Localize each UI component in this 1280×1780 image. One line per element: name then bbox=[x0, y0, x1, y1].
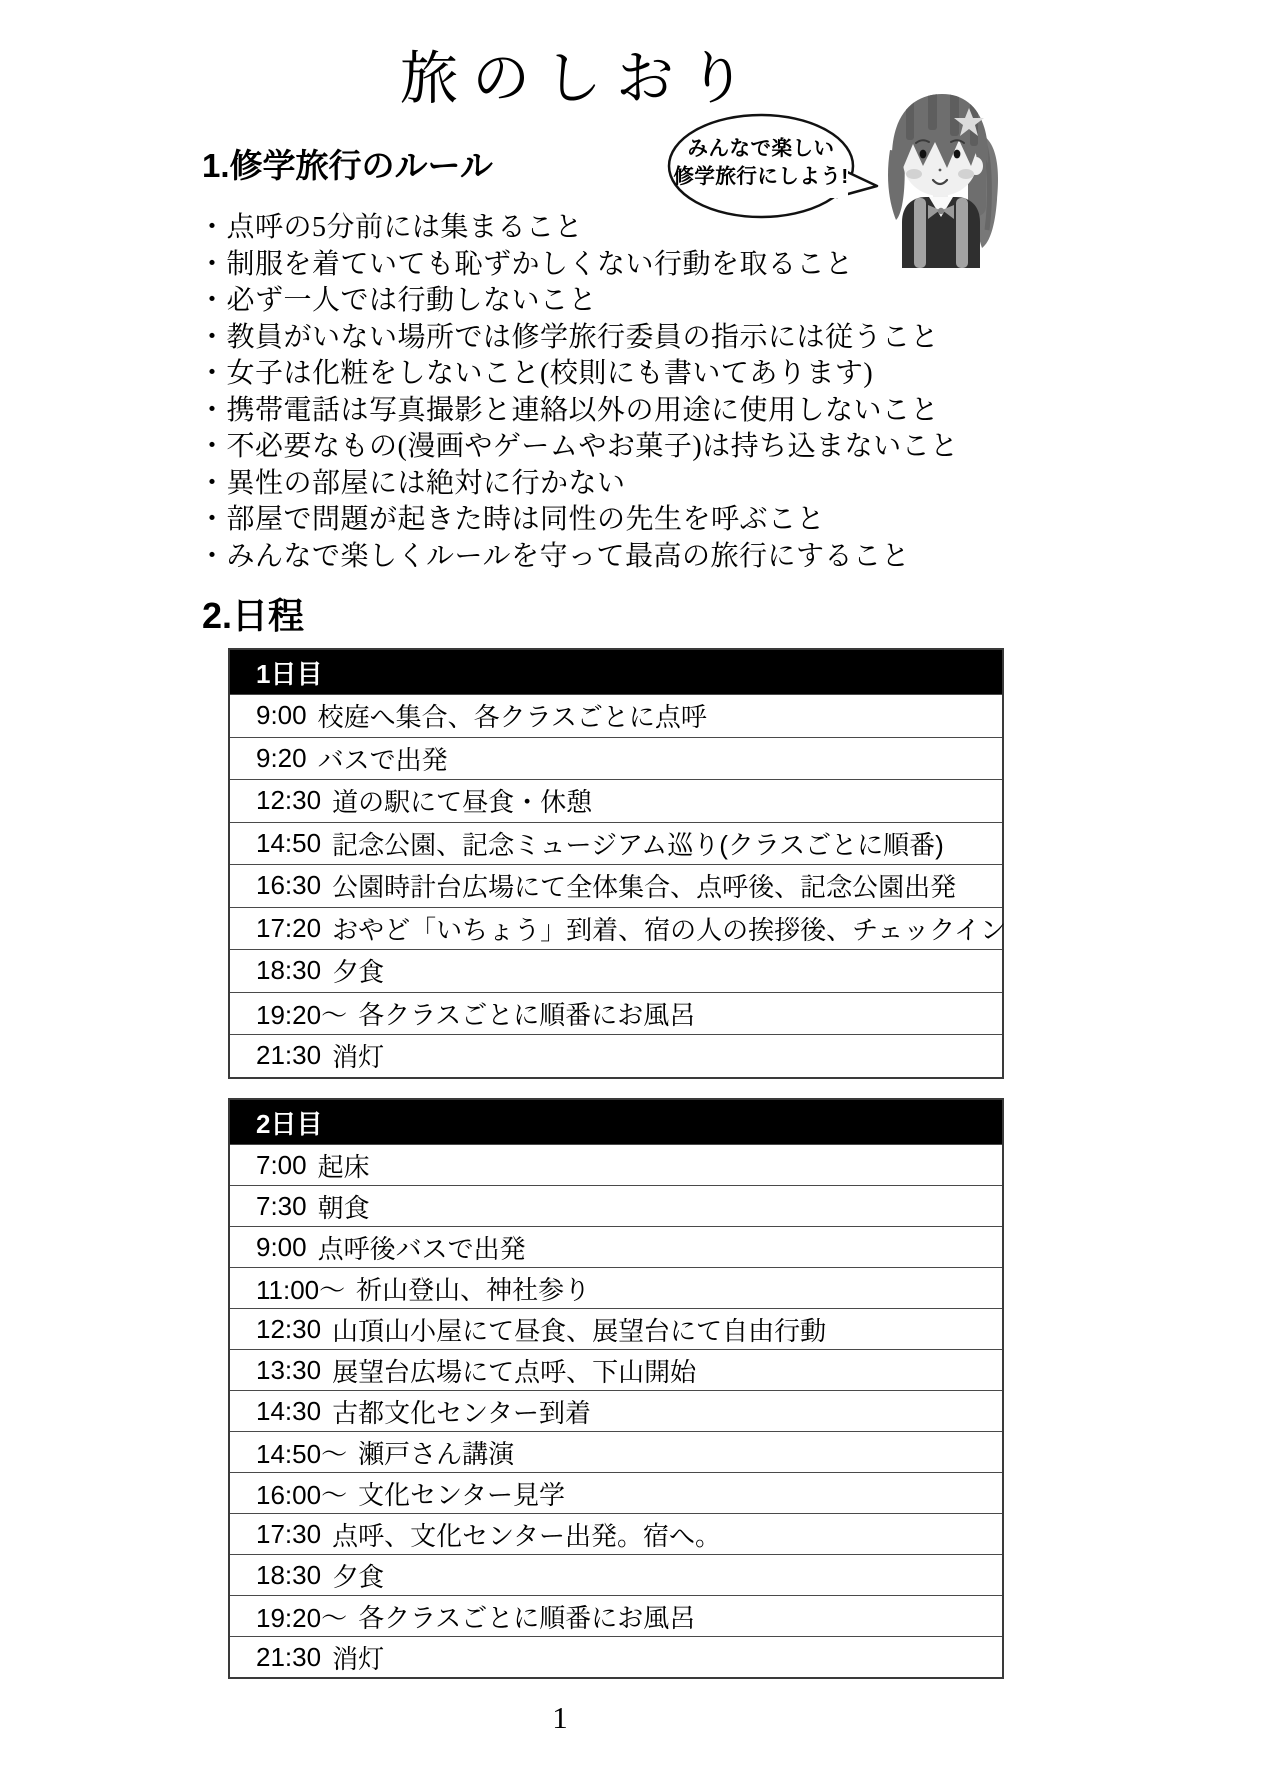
schedule-event: 夕食 bbox=[332, 1561, 385, 1592]
rule-item: ・制服を着ていても恥ずかしくない行動を取ること bbox=[198, 248, 854, 280]
schedule-time: 11:00〜 bbox=[256, 1274, 346, 1305]
day-header: 2日目 bbox=[230, 1100, 1002, 1144]
schedule-event: 祈山登山、神社参り bbox=[356, 1274, 591, 1305]
schedule-time: 9:00 bbox=[256, 1231, 307, 1262]
schedule-event: 山頂山小屋にて昼食、展望台にて自由行動 bbox=[332, 1315, 827, 1346]
schedule-row bbox=[230, 1349, 1002, 1390]
schedule-row bbox=[230, 949, 1002, 992]
schedule-heading: 2.日程 bbox=[202, 595, 305, 636]
page-number: 1 bbox=[552, 1700, 568, 1735]
schedule-row bbox=[230, 694, 1002, 737]
schedule-row bbox=[230, 1595, 1002, 1636]
schedule-event: 各クラスごとに順番にお風呂 bbox=[358, 999, 696, 1030]
schedule-time: 7:00 bbox=[256, 1149, 307, 1180]
rule-item: ・みんなで楽しくルールを守って最高の旅行にすること bbox=[198, 540, 910, 572]
rule-item: ・点呼の5分前には集まること bbox=[198, 212, 584, 243]
schedule-row bbox=[230, 1308, 1002, 1349]
schedule-time: 17:30 bbox=[256, 1518, 322, 1549]
schedule-event: 夕食 bbox=[332, 957, 385, 988]
schedule-table-day2 bbox=[228, 1098, 1004, 1679]
schedule-row bbox=[230, 779, 1002, 822]
schedule-row bbox=[230, 1472, 1002, 1513]
schedule-event: バスで出発 bbox=[317, 744, 448, 775]
schedule-row bbox=[230, 1431, 1002, 1472]
schedule-event: 朝食 bbox=[317, 1192, 370, 1223]
schedule-row bbox=[230, 1185, 1002, 1226]
page-title: 旅のしおり bbox=[399, 46, 760, 111]
schedule-time: 17:20 bbox=[256, 912, 322, 943]
schedule-time: 7:30 bbox=[256, 1190, 307, 1221]
schedule-event: 文化センター見学 bbox=[358, 1479, 566, 1510]
schedule-time: 14:50〜 bbox=[256, 1438, 348, 1469]
schedule-row bbox=[230, 1554, 1002, 1595]
schedule-event: 瀬戸さん講演 bbox=[358, 1438, 515, 1469]
speech-bubble-line2: 修学旅行にしよう! bbox=[673, 165, 849, 188]
rules-list bbox=[198, 210, 959, 575]
rule-item: ・必ず一人では行動しないこと bbox=[198, 285, 598, 316]
schedule-time: 9:20 bbox=[256, 742, 307, 773]
schedule-row bbox=[230, 1390, 1002, 1431]
schedule-event: 公園時計台広場にて全体集合、点呼後、記念公園出発 bbox=[332, 872, 957, 903]
schedule-event: 古都文化センター到着 bbox=[332, 1397, 592, 1428]
rule-item: ・携帯電話は写真撮影と連絡以外の用途に使用しないこと bbox=[198, 394, 940, 426]
rule-item: ・女子は化粧をしないこと(校則にも書いてあります) bbox=[198, 358, 874, 389]
schedule-time: 9:00 bbox=[256, 700, 307, 731]
schedule-event: 展望台広場にて点呼、下山開始 bbox=[332, 1356, 697, 1387]
schedule-event: 起床 bbox=[317, 1151, 370, 1182]
schedule-row bbox=[230, 737, 1002, 780]
schedule-row bbox=[230, 992, 1002, 1035]
schedule-table-day1 bbox=[228, 648, 1004, 1079]
schedule-event: 消灯 bbox=[332, 1042, 385, 1073]
rules-heading: 1.修学旅行のルール bbox=[202, 147, 493, 184]
schedule-event: 校庭へ集合、各クラスごとに点呼 bbox=[317, 702, 707, 733]
schedule-time: 18:30 bbox=[256, 1559, 322, 1590]
schedule-time: 16:30 bbox=[256, 870, 322, 901]
schedule-event: 消灯 bbox=[332, 1643, 385, 1674]
speech-bubble-text bbox=[668, 135, 854, 191]
schedule-row bbox=[230, 1226, 1002, 1267]
schedule-time: 12:30 bbox=[256, 1313, 322, 1344]
schedule-event: 各クラスごとに順番にお風呂 bbox=[358, 1602, 696, 1633]
rule-item: ・部屋で問題が起きた時は同性の先生を呼ぶこと bbox=[198, 504, 826, 535]
schedule-row bbox=[230, 1267, 1002, 1308]
schedule-time: 13:30 bbox=[256, 1354, 322, 1385]
rule-item: ・教員がいない場所では修学旅行委員の指示には従うこと bbox=[198, 321, 940, 353]
schedule-time: 18:30 bbox=[256, 955, 322, 986]
schedule-time: 12:30 bbox=[256, 785, 322, 816]
schedule-row bbox=[230, 864, 1002, 907]
schedule-time: 16:00〜 bbox=[256, 1479, 348, 1510]
schedule-event: おやど「いちょう」到着、宿の人の挨拶後、チェックイン bbox=[332, 914, 1006, 945]
schedule-row bbox=[230, 1513, 1002, 1554]
schedule-row bbox=[230, 1144, 1002, 1185]
schedule-time: 14:50 bbox=[256, 827, 322, 858]
schedule-event: 点呼後バスで出発 bbox=[317, 1233, 526, 1264]
schedule-time: 19:20〜 bbox=[256, 999, 348, 1030]
schedule-row bbox=[230, 822, 1002, 865]
day-header: 1日目 bbox=[230, 650, 1002, 694]
rule-item: ・異性の部屋には絶対に行かない bbox=[198, 467, 626, 499]
schedule-time: 19:20〜 bbox=[256, 1602, 348, 1633]
schedule-time: 21:30 bbox=[256, 1040, 322, 1071]
schedule-event: 道の駅にて昼食・休憩 bbox=[332, 787, 593, 818]
speech-bubble-line1: みんなで楽しい bbox=[687, 137, 835, 160]
schedule-time: 21:30 bbox=[256, 1641, 322, 1672]
schedule-row bbox=[230, 1636, 1002, 1677]
schedule-time: 14:30 bbox=[256, 1395, 322, 1426]
schedule-row bbox=[230, 907, 1006, 950]
schedule-event: 点呼、文化センター出発。宿へ。 bbox=[332, 1520, 722, 1551]
schedule-row bbox=[230, 1034, 1002, 1077]
schedule-event: 記念公園、記念ミュージアム巡り(クラスごとに順番) bbox=[332, 829, 944, 860]
rule-item: ・不必要なもの(漫画やゲームやお菓子)は持ち込まないこと bbox=[198, 431, 959, 462]
speech-bubble bbox=[666, 112, 886, 224]
